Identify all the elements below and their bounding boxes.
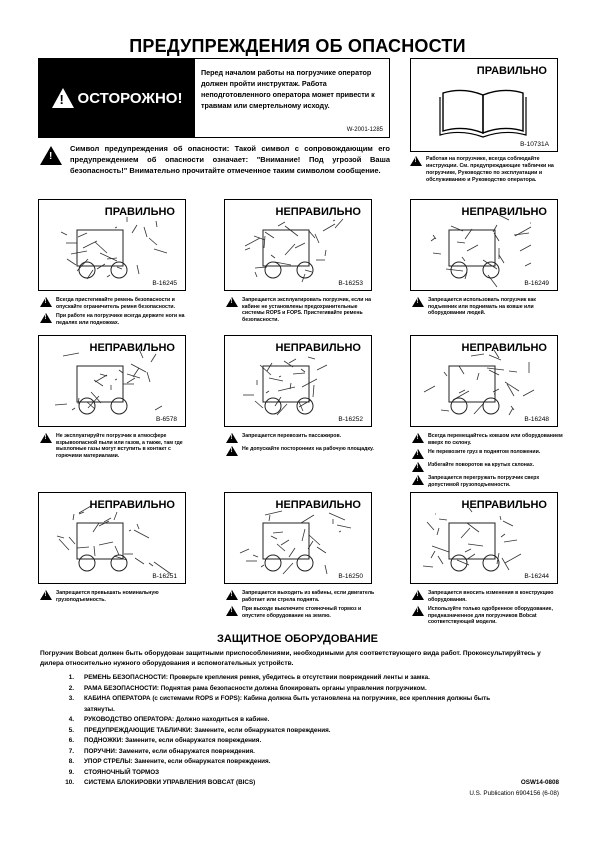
panel-notes <box>40 297 192 329</box>
warning-banner <box>39 59 195 137</box>
panel-note: ! Не перевозите груз в поднятом положении. <box>412 449 564 459</box>
panel-label: НЕПРАВИЛЬНО <box>461 206 547 218</box>
list-item: 4. РУКОВОДСТВО ОПЕРАТОРА: Должно находиться в кабине. <box>68 716 270 723</box>
warning-triangle-icon: ! <box>40 313 52 323</box>
illustration-panel <box>224 335 372 427</box>
warning-triangle-icon: ! <box>52 88 74 108</box>
warning-triangle-icon: ! <box>226 297 238 307</box>
warning-triangle-icon: ! <box>226 446 238 456</box>
warning-triangle-icon: ! <box>226 606 238 616</box>
panel-label: НЕПРАВИЛЬНО <box>275 499 361 511</box>
panel-note: ! Запрещается выходить из кабины, если двигатель работает или стрела поднята. <box>226 590 378 603</box>
panel-code: B-16248 <box>524 416 549 423</box>
panel-note: ! Не допускайте посторонних на рабочую площадку. <box>226 446 378 456</box>
warning-triangle-icon: ! <box>40 433 52 443</box>
list-item: 1. РЕМЕНЬ БЕЗОПАСНОСТИ: Проверьте крепления ремня, убедитесь в отсутствии повреждений ленты и замка. <box>68 674 430 681</box>
panel-code: B-10731A <box>520 141 549 148</box>
panel-notes <box>226 433 378 459</box>
safety-heading: ЗАЩИТНОЕ ОБОРУДОВАНИЕ <box>217 633 378 645</box>
illustration-panel <box>224 492 372 584</box>
illustration-panel <box>410 492 558 584</box>
symbol-note <box>40 143 390 176</box>
panel-code: B-16250 <box>338 573 363 580</box>
panel-code: B-16253 <box>338 280 363 287</box>
warning-triangle-icon: ! <box>40 146 62 165</box>
panel-code: B-6578 <box>156 416 177 423</box>
symbol-note-text: Символ предупреждения об опасности: Такой символ с сопровождающим его предупреждением об опасности означает: "Внимание! Под угрозой Ваша безопасность!" Внимательно прочитайте отмеченное таким символом сообщение. <box>70 144 390 175</box>
warning-triangle-icon: ! <box>40 297 52 307</box>
panel-note: ! При выходе выключите стояночный тормоз и опустите оборудование на землю. <box>226 606 378 619</box>
illustration-panel <box>410 199 558 291</box>
panel-note: ! Запрещается перегружать погрузчик сверх допустимой грузоподъемности. <box>412 475 564 488</box>
panel-notes <box>412 297 564 320</box>
panel-note: ! Запрещается перевозить пассажиров. <box>226 433 378 443</box>
panel-label: ПРАВИЛЬНО <box>104 206 175 218</box>
panel-label: НЕПРАВИЛЬНО <box>461 342 547 354</box>
warning-box <box>38 58 390 138</box>
list-item: 7. ПОРУЧНИ: Замените, если обнаружатся повреждения. <box>68 747 255 755</box>
panel-code: B-16249 <box>524 280 549 287</box>
footer-code: OSW14-0808 <box>520 779 559 786</box>
panel-note: ! Не эксплуатируйте погрузчик в атмосфере взрывоопасной пыли или газов, а также, там где выхлопные газы могут вступить в контакт с горючими материалами. <box>40 433 192 459</box>
warning-triangle-icon: ! <box>40 590 52 600</box>
panel-note: ! Запрещается использовать погрузчик как подъемник или поднимать на ковше или оборудовании людей. <box>412 297 564 317</box>
list-item: 6. ПОДНОЖКИ: Замените, если обнаружатся повреждения. <box>68 737 262 744</box>
list-item: 8. УПОР СТРЕЛЫ: Замените, если обнаружатся повреждения. <box>68 758 271 765</box>
panel-label: НЕПРАВИЛЬНО <box>89 499 175 511</box>
warning-triangle-icon: ! <box>412 462 424 472</box>
panel-note: ! При работе на погрузчике всегда держите ноги на педалях или подножках. <box>40 313 192 326</box>
warning-text: Перед началом работы на погрузчике оператор должен пройти инструктаж. Работа неподготовленного оператора может привести к травмам или смертельному исходу. <box>201 68 375 110</box>
warning-code: W-2001-1285 <box>346 127 383 133</box>
safety-intro: Погрузчик Bobcat должен быть оборудован защитными приспособлениями, необходимыми для соответствующего вида работ. Проконсультируйтесь у дилера относительно нужного оборудования и вспомогательных устройств. <box>40 650 541 667</box>
panel-label: НЕПРАВИЛЬНО <box>275 206 361 218</box>
list-item: 9. СТОЯНОЧНЫЙ ТОРМОЗ <box>68 768 160 776</box>
panel-note: ! Запрещается эксплуатировать погрузчик, если на кабине не установлены предохранительные системы ROPS и FOPS. Пристегивайте ремень безопасности. <box>226 297 378 323</box>
panel-note: ! Избегайте поворотов на крутых склонах. <box>412 462 564 472</box>
list-item: 3. КАБИНА ОПЕРАТОРА (с системами ROPS и FOPS): Кабина должна быть установлена на погрузчике, все крепления должны быть затянуты. <box>68 695 491 713</box>
panel-note: ! Запрещается превышать номинальную грузоподъемность. <box>40 590 192 603</box>
warning-triangle-icon: ! <box>412 297 424 307</box>
illustration-panel <box>224 199 372 291</box>
book-panel <box>410 58 558 152</box>
panel-note: ! Запрещается вносить изменения в конструкцию оборудования. <box>412 590 564 603</box>
panel-code: B-16251 <box>152 573 177 580</box>
warning-triangle-icon: ! <box>226 590 238 600</box>
panel-code: B-16252 <box>338 416 363 423</box>
warning-triangle-icon: ! <box>412 606 424 616</box>
list-item: 5. ПРЕДУПРЕЖДАЮЩИЕ ТАБЛИЧКИ: Замените, если обнаружатся повреждения. <box>68 726 331 734</box>
panel-note: ! Всегда перемещайтесь ковшом или оборудованием вверх по склону. <box>412 433 564 446</box>
warning-triangle-icon: ! <box>410 156 422 166</box>
illustration-panel <box>410 335 558 427</box>
panel-code: B-16245 <box>152 280 177 287</box>
panel-label: НЕПРАВИЛЬНО <box>275 342 361 354</box>
panel-code: B-16244 <box>524 573 549 580</box>
panel-notes <box>412 433 564 491</box>
illustration-panel <box>38 492 186 584</box>
panel-notes <box>226 590 378 622</box>
page-title: ПРЕДУПРЕЖДЕНИЯ ОБ ОПАСНОСТИ <box>129 36 466 56</box>
panel-note: ! Используйте только одобренное оборудование, предназначенное для погрузчиков Bobcat соответствующей модели. <box>412 606 564 626</box>
panel-notes <box>412 590 564 629</box>
panel-note: ! Всегда пристегивайте ремень безопасности и опускайте ограничитель ремня безопасности. <box>40 297 192 310</box>
list-item: 10. СИСТЕМА БЛОКИРОВКИ УПРАВЛЕНИЯ BOBCAT (BICS) <box>65 779 256 786</box>
warning-word: ОСТОРОЖНО! <box>77 89 183 107</box>
warning-triangle-icon: ! <box>412 590 424 600</box>
safety-list <box>40 673 520 789</box>
book-note: ! Работая на погрузчике, всегда соблюдайте инструкции. См. предупреждающие таблички на погрузчике, Руководство по эксплуатации и обслуживанию и Руководство оператора. <box>410 156 560 184</box>
warning-triangle-icon: ! <box>226 433 238 443</box>
illustration-panel <box>38 335 186 427</box>
panel-notes <box>40 590 192 606</box>
panel-label: ПРАВИЛЬНО <box>476 65 547 77</box>
illustration-panel <box>38 199 186 291</box>
panel-label: НЕПРАВИЛЬНО <box>89 342 175 354</box>
panel-notes <box>226 297 378 326</box>
warning-triangle-icon: ! <box>412 449 424 459</box>
panel-label: НЕПРАВИЛЬНО <box>461 499 547 511</box>
publication-number: U.S. Publication 6904156 (6-08) <box>469 790 559 797</box>
list-item: 2. РАМА БЕЗОПАСНОСТИ: Поднятая рама безопасности должна блокировать органы управления погрузчиком. <box>68 684 427 692</box>
warning-triangle-icon: ! <box>412 433 424 443</box>
panel-notes <box>40 433 192 462</box>
warning-triangle-icon: ! <box>412 475 424 485</box>
